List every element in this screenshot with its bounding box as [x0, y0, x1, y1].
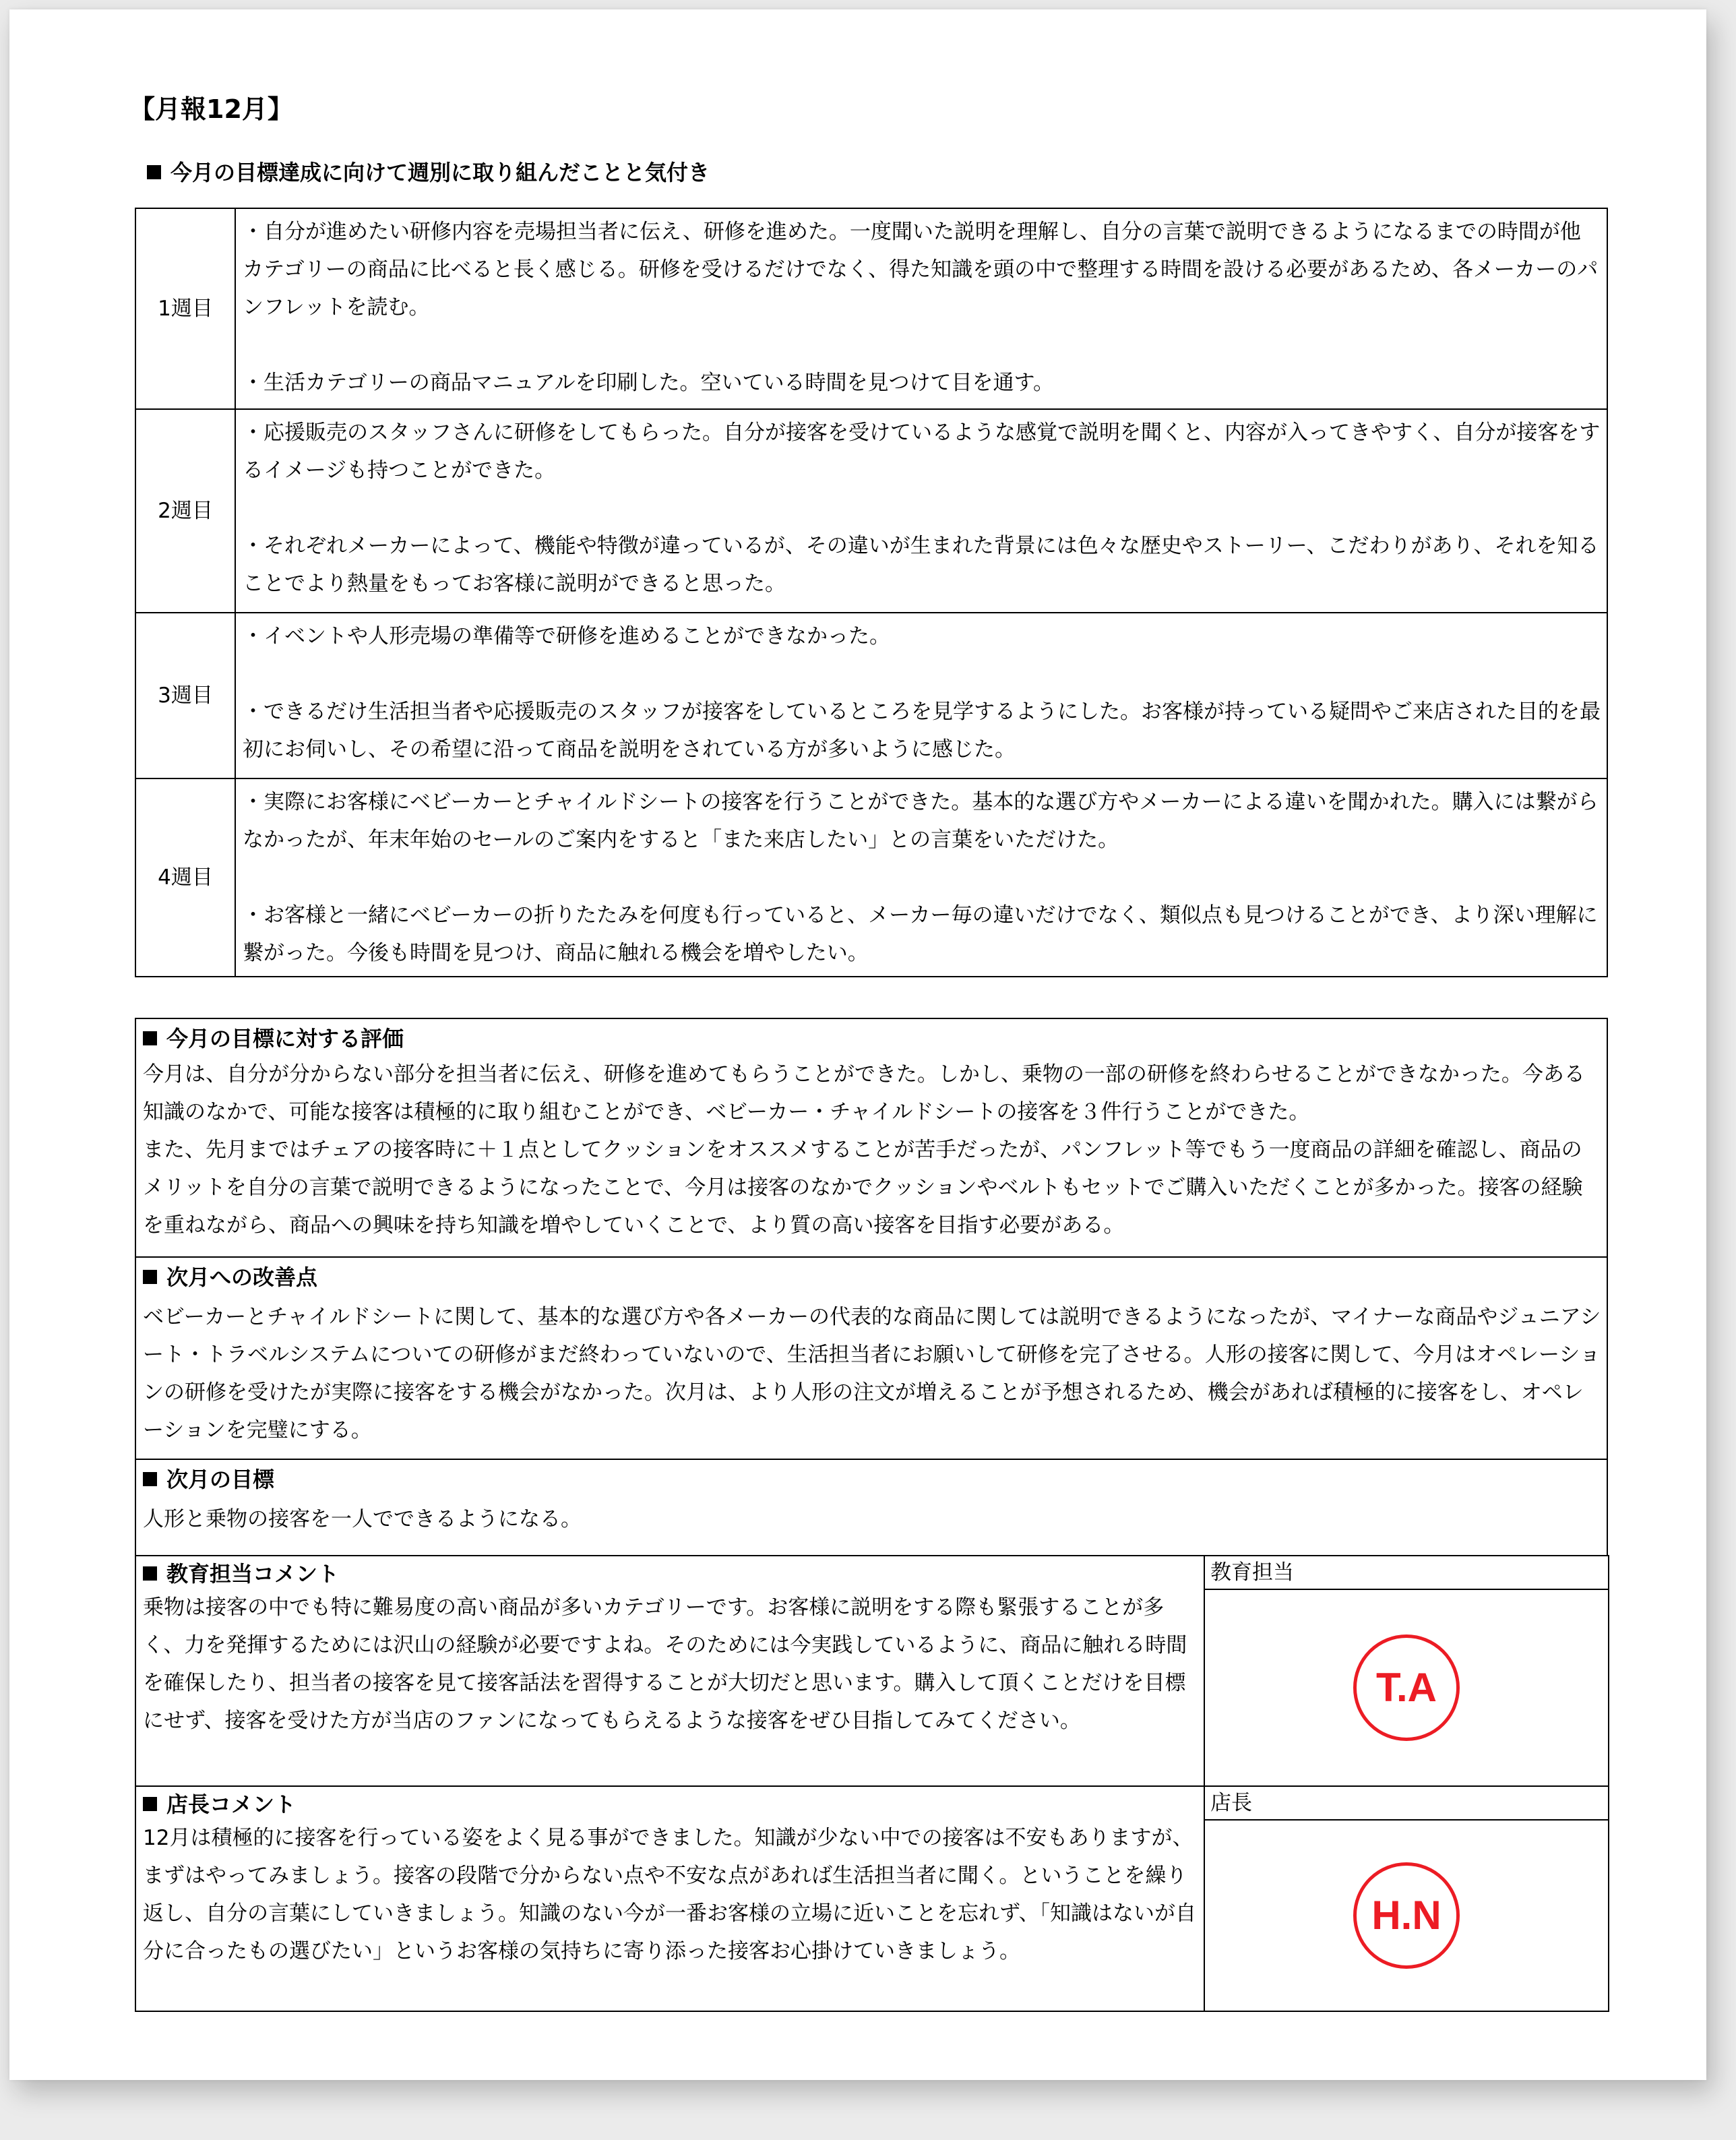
week-row [135, 208, 1607, 409]
manager-approval-stamp: H.N [1353, 1862, 1460, 1969]
week-paragraph: ・自分が進めたい研修内容を売場担当者に伝え、研修を進めた。一度聞いた説明を理解し、自分の言葉で説明できるようになるまでの時間が他カテゴリーの商品に比べると長く感じる。研修を受けるだけでなく、得た知識を頭の中で整理する時間を設ける必要があるため、各メーカーのパンフレットを読む。 [243, 220, 1599, 319]
education-comment-heading [143, 1559, 1200, 1589]
manager-stamp-cell [1204, 1820, 1609, 2011]
education-stamp-cell [1204, 1589, 1609, 1786]
manager-comment-header-row [135, 1786, 1609, 1820]
evaluation-table [135, 1018, 1608, 1556]
weekly-section-heading [147, 155, 710, 190]
manager-comment-text: 12月は積極的に接客を行っている姿をよく見る事ができました。知識が少ない中での接客は不安もありますが、まずはやってみましょう。接客の段階で分からない点や不安な点があれば生活担当者に聞く。ということを繰り返し、自分の言葉にしていきましょう。知識のない今が一番お客様の立場に近いことを忘れず、「知識はないが自分に合ったもの選びたい」というお客様の気持ちに寄り添った接客お心掛けていきましょう。 [143, 1826, 1197, 1963]
manager-comment-cell [135, 1786, 1204, 2011]
week-row [135, 778, 1607, 977]
square-bullet-icon [143, 1270, 157, 1284]
next-goal-text: 人形と乗物の接客を一人でできるようになる。 [143, 1507, 582, 1531]
education-comment-cell [135, 1556, 1204, 1786]
improvement-text: ベビーカーとチャイルドシートに関して、基本的な選び方や各メーカーの代表的な商品に関しては説明できるようになったが、マイナーな商品やジュニアシート・トラベルシステムについての研修がまだ終わっていないので、生活担当者にお願いして研修を完了させる。人形の接客に関して、今月はオペレーションの研修を受けたが実際に接客をする機会がなかった。次月は、より人形の注文が増えることが予想されるため、機会があれば積極的に接客をし、オペレーションを完璧にする。 [143, 1305, 1601, 1442]
evaluation-row [135, 1018, 1607, 1257]
week-row [135, 409, 1607, 613]
next-goal-row [135, 1459, 1607, 1556]
week-content [235, 208, 1607, 409]
square-bullet-icon [143, 1566, 157, 1581]
document-page [9, 9, 1706, 2080]
week-label: 2週目 [135, 409, 235, 613]
evaluation-heading [143, 1022, 1603, 1056]
week-content [235, 778, 1607, 977]
square-bullet-icon [143, 1472, 157, 1486]
education-approval-stamp: T.A [1353, 1634, 1460, 1741]
improvement-heading [143, 1260, 1603, 1294]
evaluation-heading-text: 今月の目標に対する評価 [166, 1026, 404, 1051]
week-paragraph: ・それぞれメーカーによって、機能や特徴が違っているが、その違いが生まれた背景には色々な歴史やストーリー、こだわりがあり、それを知ることでより熱量をもってお客様に説明ができると思った。 [243, 534, 1599, 596]
week-content [235, 409, 1607, 613]
week-paragraph: ・イベントや人形売場の準備等で研修を進めることができなかった。 [243, 624, 890, 648]
improvement-cell [135, 1257, 1607, 1459]
next-goal-heading [143, 1463, 1603, 1496]
week-paragraph: ・生活カテゴリーの商品マニュアルを印刷した。空いている時間を見つけて目を通す。 [243, 371, 1055, 395]
weekly-table [135, 208, 1608, 977]
week-label: 1週目 [135, 208, 235, 409]
week-paragraph: ・実際にお客様にベビーカーとチャイルドシートの接客を行うことができた。基本的な選び方やメーカーによる違いを聞かれた。購入には繋がらなかったが、年末年始のセールのご案内をすると「また来店したい」との言葉をいただけた。 [243, 790, 1599, 852]
manager-role-label: 店長 [1204, 1786, 1609, 1820]
manager-comment-heading [143, 1790, 1200, 1819]
week-paragraph: ・できるだけ生活担当者や応援販売のスタッフが接客をしているところを見学するようにした。お客様が持っている疑問やご来店された目的を最初にお伺いし、その希望に沿って商品を説明をされている方が多いように感じた。 [243, 700, 1601, 762]
education-role-label: 教育担当 [1204, 1556, 1609, 1589]
next-goal-cell [135, 1459, 1607, 1556]
education-comment-header-row [135, 1556, 1609, 1589]
evaluation-paragraph: 今月は、自分が分からない部分を担当者に伝え、研修を進めてもらうことができた。しかし、乗物の一部の研修を終わらせることができなかった。今ある知識のなかで、可能な接客は積極的に取り組むことができ、ベビーカー・チャイルドシートの接客を３件行うことができた。 [143, 1062, 1585, 1124]
improvement-row [135, 1257, 1607, 1459]
next-goal-heading-text: 次月の目標 [166, 1467, 275, 1492]
education-comment-text: 乗物は接客の中でも特に難易度の高い商品が多いカテゴリーです。お客様に説明をする際も緊張することが多く、力を発揮するためには沢山の経験が必要ですよね。そのためには今実践しているように、商品に触れる時間を確保したり、担当者の接客を見て接客話法を習得することが大切だと思います。購入して頂くことだけを目標にせず、接客を受けた方が当店のファンになってもらえるような接客をぜひ目指してみてください。 [143, 1595, 1187, 1733]
square-bullet-icon [143, 1797, 157, 1811]
week-content [235, 613, 1607, 778]
improvement-heading-text: 次月への改善点 [166, 1264, 318, 1290]
evaluation-cell [135, 1018, 1607, 1257]
week-paragraph: ・お客様と一緒にベビーカーの折りたたみを何度も行っていると、メーカー毎の違いだけでなく、類似点も見つけることができ、より深い理解に繋がった。今後も時間を見つけ、商品に触れる機会を増やしたい。 [243, 903, 1598, 965]
week-label: 4週目 [135, 778, 235, 977]
manager-comment-heading-text: 店長コメント [166, 1792, 297, 1817]
week-row [135, 613, 1607, 778]
square-bullet-icon [143, 1031, 157, 1045]
weekly-section-heading-text: 今月の目標達成に向けて週別に取り組んだことと気付き [170, 160, 710, 185]
comments-table [135, 1555, 1609, 2012]
evaluation-paragraph: また、先月まではチェアの接客時に＋１点としてクッションをオススメすることが苦手だったが、パンフレット等でもう一度商品の詳細を確認し、商品のメリットを自分の言葉で説明できるようになったことで、今月は接客のなかでクッションやベルトもセットでご購入いただくことが多かった。接客の経験を重ねながら、商品への興味を持ち知識を増やしていくことで、より質の高い接客を目指す必要がある。 [143, 1138, 1583, 1237]
week-label: 3週目 [135, 613, 235, 778]
document-title: 【月報12月】 [129, 94, 293, 124]
week-paragraph: ・応援販売のスタッフさんに研修をしてもらった。自分が接客を受けているような感覚で説明を聞くと、内容が入ってきやすく、自分が接客をするイメージも持つことができた。 [243, 421, 1601, 483]
square-bullet-icon [147, 165, 161, 179]
education-comment-heading-text: 教育担当コメント [166, 1561, 340, 1587]
